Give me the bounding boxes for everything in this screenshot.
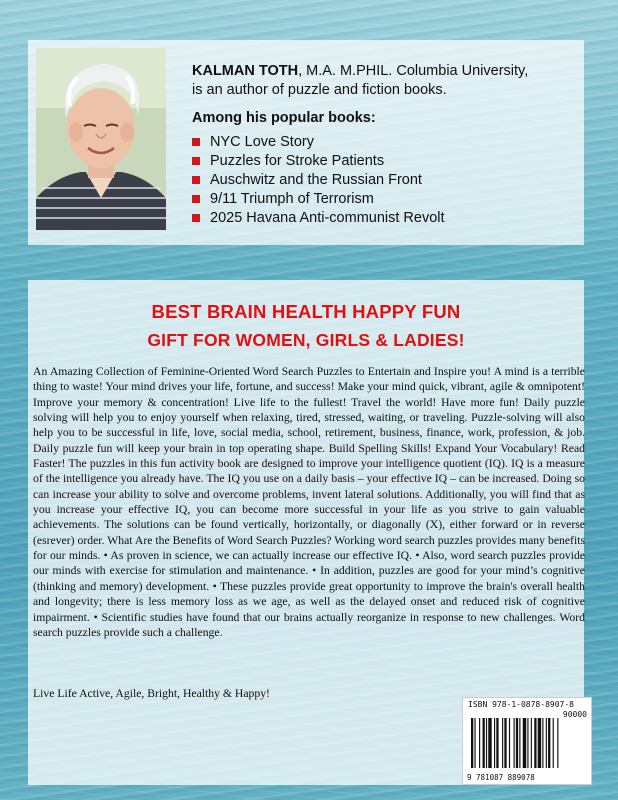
books-heading: Among his popular books: bbox=[192, 110, 376, 126]
list-item: 9/11 Triumph of Terrorism bbox=[192, 189, 445, 208]
bullet-icon bbox=[192, 157, 200, 165]
barcode-bar bbox=[557, 718, 558, 768]
book-list bbox=[192, 132, 445, 227]
isbn-barcode bbox=[462, 697, 592, 785]
list-item: NYC Love Story bbox=[192, 132, 445, 151]
author-name: KALMAN TOTH bbox=[192, 63, 299, 79]
barcode-bar bbox=[502, 718, 503, 768]
barcode-bar bbox=[527, 718, 528, 768]
barcode-bar bbox=[494, 718, 495, 768]
price-code: 90000 bbox=[562, 710, 587, 719]
barcode-bar bbox=[538, 718, 541, 768]
barcode-bar bbox=[474, 718, 475, 768]
barcode-bar bbox=[504, 718, 506, 768]
barcode-bar bbox=[471, 718, 473, 768]
author-photo bbox=[36, 48, 166, 230]
body-paragraph: An Amazing Collection of Feminine-Oriented Word Search Puzzles to Entertain and Inspire you! A mind is a terrible thing to waste! Your mind drives your life, fortune, and success! Make your mind quick, vibrant, agile & omnipotent! Improve your memory & concentration! Live life to the fullest! Travel the world! Have more fun! Daily puzzle solving will help you to enjoy yourself when relaxing, tired, stressed, waiting, or traveling. Puzzle-solving will also help you to be successful in life, love, social media, school, retirement, business, finance, work, profession, & job. Daily puzzle fun will keep your brain in top operating shape. Build Spelling Skills! Expand Your Vocabulary! Read Faster! The puzzles in this fun activity book are designed to improve your intelligence quotient (IQ). IQ is a measure of the intelligence you already have. The IQ you use on a daily basis – your effective IQ – can be increased. Doing so can increase your ability to solve and overcome problems, invent lateral solutions. Additionally, you will find that as you increase your effective IQ, you can become more successful in your life as you strive to gain valuable achievements. The solutions can be found vertically, horizontally, or diagonally (X), either forward or in reverse (esrever) order. What Are the Benefits of Word Search Puzzles? Working word search puzzles provides many benefits for our minds. • As proven in science, we can actually increase our effective IQ. • Also, word search puzzles provide our minds with exercise for stimulation and maintenance. • In addition, puzzles are good for your mind’s cognitive (thinking and memory) development. • These puzzles provide great opportunity to improve the brain's overall health and longevity; there is less memory loss as we age, as well as the delayed onset and reduced risk of cognitive impairment. • Scientific studies have found that our brains actually reorganize in response to new challenges. Word search puzzles provide such a challenge. bbox=[33, 365, 585, 639]
author-bio bbox=[192, 62, 572, 100]
author-credentials: , M.A. M.PHIL. Columbia University, bbox=[298, 63, 529, 79]
barcode-bars bbox=[471, 718, 583, 768]
headline-line-1: BEST BRAIN HEALTH HAPPY FUN bbox=[151, 301, 461, 322]
barcode-bar bbox=[509, 718, 510, 768]
barcode-bar bbox=[542, 718, 543, 768]
barcode-bar bbox=[553, 718, 554, 768]
barcode-bar bbox=[486, 718, 487, 768]
barcode-bar bbox=[546, 718, 547, 768]
barcode-bar bbox=[483, 718, 485, 768]
barcode-bar bbox=[531, 718, 532, 768]
bullet-icon bbox=[192, 138, 200, 146]
barcode-bar bbox=[488, 718, 491, 768]
list-item: 2025 Havana Anti-communist Revolt bbox=[192, 208, 445, 227]
barcode-bar bbox=[523, 718, 526, 768]
closing-line: Live Life Active, Agile, Bright, Healthy & Happy! bbox=[33, 687, 270, 700]
list-item: Puzzles for Stroke Patients bbox=[192, 151, 445, 170]
bullet-icon bbox=[192, 176, 200, 184]
list-item: Auschwitz and the Russian Front bbox=[192, 170, 445, 189]
author-description: is an author of puzzle and fiction books. bbox=[192, 82, 447, 98]
headline-line-2: GIFT FOR WOMEN, GIRLS & LADIES! bbox=[147, 330, 465, 350]
barcode-bar bbox=[514, 718, 515, 768]
bullet-icon bbox=[192, 195, 200, 203]
barcode-bar bbox=[548, 718, 550, 768]
barcode-bar bbox=[519, 718, 520, 768]
isbn-label: ISBN 978-1-0878-8907-8 bbox=[468, 700, 574, 709]
barcode-digits: 9 781087 889078 bbox=[467, 773, 535, 782]
barcode-bar bbox=[479, 718, 480, 768]
barcode-bar bbox=[534, 718, 536, 768]
barcode-bar bbox=[496, 718, 498, 768]
bullet-icon bbox=[192, 214, 200, 222]
barcode-bar bbox=[516, 718, 518, 768]
